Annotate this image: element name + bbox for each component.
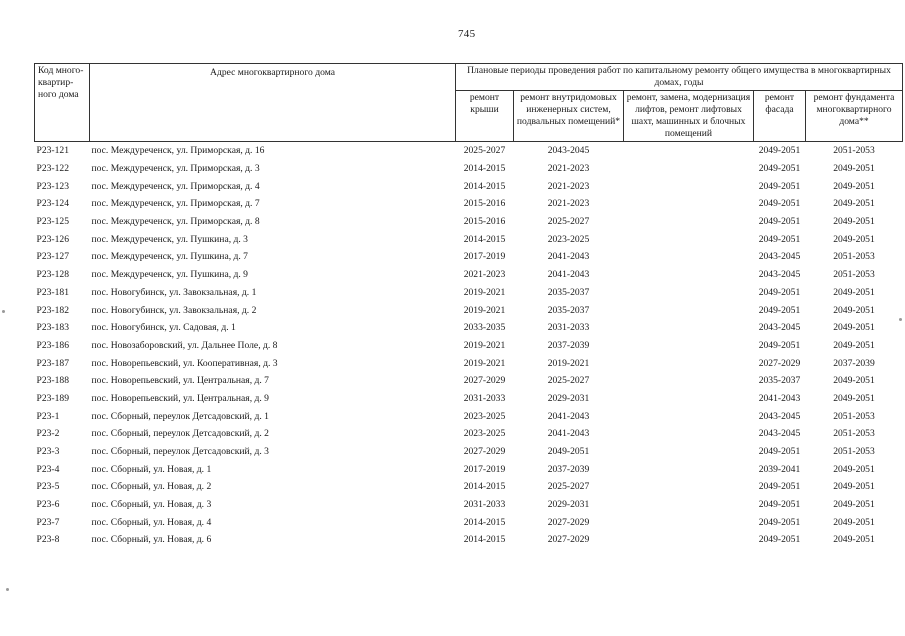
cell-address: пос. Сборный, ул. Новая, д. 1 bbox=[91, 463, 212, 475]
cell-code: Р23-125 bbox=[36, 216, 70, 228]
table-row bbox=[35, 372, 903, 390]
cell-roof: 2017-2019 bbox=[463, 463, 506, 475]
cell-roof: 2014-2015 bbox=[463, 233, 506, 245]
cell-foundation: 2051-2053 bbox=[833, 428, 875, 440]
cell-address: пос. Сборный, ул. Новая, д. 6 bbox=[91, 534, 212, 546]
cell-roof: 2014-2015 bbox=[463, 516, 506, 528]
cell-foundation: 2037-2039 bbox=[833, 357, 875, 369]
table-row bbox=[35, 160, 903, 178]
cell-address: пос. Сборный, переулок Детсадовский, д. 3 bbox=[91, 446, 269, 458]
cell-code: Р23-123 bbox=[36, 180, 70, 192]
cell-facade: 2043-2045 bbox=[758, 251, 801, 263]
cell-engineering: 2031-2033 bbox=[547, 322, 590, 334]
page-number: 745 bbox=[458, 28, 476, 40]
cell-lifts bbox=[624, 266, 754, 284]
cell-roof: 2025-2027 bbox=[463, 145, 506, 157]
cell-address: пос. Сборный, ул. Новая, д. 3 bbox=[91, 499, 212, 511]
cell-engineering: 2021-2023 bbox=[547, 163, 590, 175]
table-row bbox=[35, 337, 903, 355]
repair-schedule-table bbox=[34, 63, 903, 549]
cell-address: пос. Междуреченск, ул. Приморская, д. 16 bbox=[91, 145, 265, 157]
cell-facade: 2049-2051 bbox=[758, 233, 801, 245]
cell-facade: 2043-2045 bbox=[758, 410, 801, 422]
cell-address: пос. Новогубинск, ул. Завокзальная, д. 1 bbox=[91, 286, 257, 298]
cell-code: Р23-121 bbox=[36, 145, 70, 157]
cell-lifts bbox=[624, 390, 754, 408]
cell-code: Р23-7 bbox=[36, 516, 60, 528]
header-address: Адрес многоквартирного дома bbox=[90, 64, 456, 142]
cell-address: пос. Междуреченск, ул. Приморская, д. 7 bbox=[91, 198, 260, 210]
table-row bbox=[35, 354, 903, 372]
cell-engineering: 2041-2043 bbox=[547, 410, 590, 422]
cell-facade: 2049-2051 bbox=[758, 534, 801, 546]
cell-facade: 2049-2051 bbox=[758, 163, 801, 175]
cell-address: пос. Междуреченск, ул. Приморская, д. 8 bbox=[91, 216, 260, 228]
cell-foundation: 2049-2051 bbox=[833, 516, 875, 528]
cell-lifts bbox=[624, 372, 754, 390]
cell-engineering: 2027-2029 bbox=[547, 516, 590, 528]
header-code: Код много-квартир-ного дома bbox=[35, 64, 90, 142]
cell-roof: 2023-2025 bbox=[463, 410, 506, 422]
table-row bbox=[35, 248, 903, 266]
cell-address: пос. Новозаборовский, ул. Дальнее Поле, д. 8 bbox=[91, 339, 278, 351]
cell-code: Р23-8 bbox=[36, 534, 60, 546]
cell-lifts bbox=[624, 496, 754, 514]
cell-code: Р23-6 bbox=[36, 499, 60, 511]
cell-address: пос. Сборный, переулок Детсадовский, д. 1 bbox=[91, 410, 269, 422]
cell-lifts bbox=[624, 319, 754, 337]
cell-roof: 2019-2021 bbox=[463, 304, 506, 316]
table-row bbox=[35, 284, 903, 302]
cell-roof: 2019-2021 bbox=[463, 286, 506, 298]
cell-engineering: 2025-2027 bbox=[547, 375, 590, 387]
cell-roof: 2015-2016 bbox=[463, 198, 506, 210]
cell-code: Р23-126 bbox=[36, 233, 70, 245]
cell-roof: 2017-2019 bbox=[463, 251, 506, 263]
cell-roof: 2014-2015 bbox=[463, 534, 506, 546]
cell-facade: 2049-2051 bbox=[758, 145, 801, 157]
table-row bbox=[35, 478, 903, 496]
cell-lifts bbox=[624, 478, 754, 496]
cell-engineering: 2025-2027 bbox=[547, 216, 590, 228]
cell-engineering: 2029-2031 bbox=[547, 499, 590, 511]
header-periods: Плановые периоды проведения работ по капитальному ремонту общего имущества в многоквартирных домах, годы bbox=[456, 64, 903, 91]
header-roof: ремонт крыши bbox=[456, 91, 514, 142]
cell-lifts bbox=[624, 248, 754, 266]
cell-code: Р23-1 bbox=[36, 410, 60, 422]
header-foundation: ремонт фундамента многоквартирного дома** bbox=[806, 91, 903, 142]
table-row bbox=[35, 230, 903, 248]
cell-facade: 2049-2051 bbox=[758, 499, 801, 511]
cell-facade: 2049-2051 bbox=[758, 339, 801, 351]
cell-facade: 2043-2045 bbox=[758, 322, 801, 334]
cell-engineering: 2025-2027 bbox=[547, 481, 590, 493]
table-row bbox=[35, 213, 903, 231]
cell-engineering: 2049-2051 bbox=[547, 446, 590, 458]
cell-roof: 2019-2021 bbox=[463, 339, 506, 351]
table-row bbox=[35, 390, 903, 408]
cell-code: Р23-181 bbox=[36, 286, 70, 298]
cell-facade: 2027-2029 bbox=[758, 357, 801, 369]
cell-roof: 2014-2015 bbox=[463, 180, 506, 192]
cell-foundation: 2049-2051 bbox=[833, 375, 875, 387]
cell-foundation: 2049-2051 bbox=[833, 216, 875, 228]
cell-roof: 2014-2015 bbox=[463, 481, 506, 493]
table-row bbox=[35, 301, 903, 319]
cell-address: пос. Сборный, ул. Новая, д. 2 bbox=[91, 481, 212, 493]
cell-code: Р23-5 bbox=[36, 481, 60, 493]
cell-engineering: 2035-2037 bbox=[547, 304, 590, 316]
cell-foundation: 2049-2051 bbox=[833, 198, 875, 210]
cell-foundation: 2051-2053 bbox=[833, 446, 875, 458]
cell-lifts bbox=[624, 195, 754, 213]
cell-lifts bbox=[624, 160, 754, 178]
cell-code: Р23-122 bbox=[36, 163, 70, 175]
cell-code: Р23-186 bbox=[36, 339, 70, 351]
cell-lifts bbox=[624, 142, 754, 160]
cell-lifts bbox=[624, 407, 754, 425]
cell-facade: 2049-2051 bbox=[758, 198, 801, 210]
cell-foundation: 2049-2051 bbox=[833, 233, 875, 245]
cell-engineering: 2023-2025 bbox=[547, 233, 590, 245]
cell-foundation: 2049-2051 bbox=[833, 163, 875, 175]
cell-foundation: 2051-2053 bbox=[833, 251, 875, 263]
cell-foundation: 2049-2051 bbox=[833, 534, 875, 546]
cell-lifts bbox=[624, 443, 754, 461]
cell-facade: 2049-2051 bbox=[758, 216, 801, 228]
cell-address: пос. Новорепьевский, ул. Кооперативная, д. 3 bbox=[91, 357, 278, 369]
table-row bbox=[35, 407, 903, 425]
cell-engineering: 2037-2039 bbox=[547, 463, 590, 475]
table-row bbox=[35, 443, 903, 461]
cell-lifts bbox=[624, 213, 754, 231]
cell-foundation: 2051-2053 bbox=[833, 410, 875, 422]
table-body bbox=[35, 142, 903, 549]
cell-roof: 2033-2035 bbox=[463, 322, 506, 334]
cell-code: Р23-4 bbox=[36, 463, 60, 475]
cell-facade: 2043-2045 bbox=[758, 269, 801, 281]
cell-address: пос. Междуреченск, ул. Пушкина, д. 7 bbox=[91, 251, 248, 263]
scan-mark bbox=[6, 588, 9, 591]
cell-lifts bbox=[624, 337, 754, 355]
cell-roof: 2023-2025 bbox=[463, 428, 506, 440]
cell-lifts bbox=[624, 531, 754, 549]
cell-foundation: 2049-2051 bbox=[833, 392, 875, 404]
cell-engineering: 2027-2029 bbox=[547, 534, 590, 546]
cell-lifts bbox=[624, 230, 754, 248]
cell-facade: 2035-2037 bbox=[758, 375, 801, 387]
cell-facade: 2039-2041 bbox=[758, 463, 801, 475]
cell-foundation: 2049-2051 bbox=[833, 180, 875, 192]
scan-mark bbox=[2, 310, 5, 313]
cell-foundation: 2049-2051 bbox=[833, 481, 875, 493]
table-row bbox=[35, 425, 903, 443]
cell-code: Р23-128 bbox=[36, 269, 70, 281]
cell-lifts bbox=[624, 425, 754, 443]
cell-code: Р23-182 bbox=[36, 304, 70, 316]
cell-engineering: 2043-2045 bbox=[547, 145, 590, 157]
header-facade: ремонт фасада bbox=[754, 91, 806, 142]
cell-address: пос. Сборный, ул. Новая, д. 4 bbox=[91, 516, 212, 528]
cell-address: пос. Новорепьевский, ул. Центральная, д. 7 bbox=[91, 375, 269, 387]
cell-facade: 2049-2051 bbox=[758, 304, 801, 316]
cell-roof: 2027-2029 bbox=[463, 446, 506, 458]
header-lifts: ремонт, замена, модернизация лифтов, ремонт лифтовых шахт, машинных и блочных помещений bbox=[624, 91, 754, 142]
table-row bbox=[35, 195, 903, 213]
cell-roof: 2031-2033 bbox=[463, 499, 506, 511]
cell-address: пос. Новогубинск, ул. Завокзальная, д. 2 bbox=[91, 304, 257, 316]
cell-foundation: 2049-2051 bbox=[833, 304, 875, 316]
cell-foundation: 2051-2053 bbox=[833, 269, 875, 281]
cell-roof: 2031-2033 bbox=[463, 392, 506, 404]
header-engineering: ремонт внутридомовых инженерных систем, подвальных помещений* bbox=[514, 91, 624, 142]
cell-code: Р23-3 bbox=[36, 446, 60, 458]
cell-foundation: 2051-2053 bbox=[833, 145, 875, 157]
cell-facade: 2041-2043 bbox=[758, 392, 801, 404]
cell-address: пос. Междуреченск, ул. Приморская, д. 4 bbox=[91, 180, 260, 192]
cell-lifts bbox=[624, 354, 754, 372]
cell-engineering: 2035-2037 bbox=[547, 286, 590, 298]
cell-lifts bbox=[624, 177, 754, 195]
cell-roof: 2021-2023 bbox=[463, 269, 506, 281]
cell-foundation: 2049-2051 bbox=[833, 463, 875, 475]
cell-facade: 2049-2051 bbox=[758, 446, 801, 458]
cell-foundation: 2049-2051 bbox=[833, 499, 875, 511]
cell-foundation: 2049-2051 bbox=[833, 286, 875, 298]
cell-facade: 2049-2051 bbox=[758, 286, 801, 298]
cell-roof: 2015-2016 bbox=[463, 216, 506, 228]
cell-lifts bbox=[624, 460, 754, 478]
cell-lifts bbox=[624, 301, 754, 319]
cell-facade: 2049-2051 bbox=[758, 481, 801, 493]
cell-code: Р23-127 bbox=[36, 251, 70, 263]
table-row bbox=[35, 513, 903, 531]
cell-address: пос. Новогубинск, ул. Садовая, д. 1 bbox=[91, 322, 236, 334]
cell-roof: 2019-2021 bbox=[463, 357, 506, 369]
cell-engineering: 2021-2023 bbox=[547, 180, 590, 192]
cell-engineering: 2019-2021 bbox=[547, 357, 590, 369]
table-row bbox=[35, 177, 903, 195]
cell-address: пос. Междуреченск, ул. Пушкина, д. 3 bbox=[91, 233, 248, 245]
cell-code: Р23-187 bbox=[36, 357, 70, 369]
cell-facade: 2049-2051 bbox=[758, 180, 801, 192]
table-row bbox=[35, 142, 903, 160]
cell-lifts bbox=[624, 513, 754, 531]
cell-code: Р23-183 bbox=[36, 322, 70, 334]
cell-engineering: 2041-2043 bbox=[547, 428, 590, 440]
cell-engineering: 2041-2043 bbox=[547, 269, 590, 281]
cell-foundation: 2049-2051 bbox=[833, 322, 875, 334]
cell-code: Р23-188 bbox=[36, 375, 70, 387]
cell-code: Р23-2 bbox=[36, 428, 60, 440]
cell-code: Р23-124 bbox=[36, 198, 70, 210]
cell-engineering: 2037-2039 bbox=[547, 339, 590, 351]
table-row bbox=[35, 496, 903, 514]
cell-address: пос. Междуреченск, ул. Пушкина, д. 9 bbox=[91, 269, 248, 281]
cell-engineering: 2029-2031 bbox=[547, 392, 590, 404]
cell-address: пос. Сборный, переулок Детсадовский, д. 2 bbox=[91, 428, 269, 440]
table-row bbox=[35, 460, 903, 478]
table-row bbox=[35, 531, 903, 549]
cell-address: пос. Междуреченск, ул. Приморская, д. 3 bbox=[91, 163, 260, 175]
cell-roof: 2014-2015 bbox=[463, 163, 506, 175]
cell-facade: 2049-2051 bbox=[758, 516, 801, 528]
table-row bbox=[35, 266, 903, 284]
cell-address: пос. Новорепьевский, ул. Центральная, д. 9 bbox=[91, 392, 269, 404]
cell-engineering: 2041-2043 bbox=[547, 251, 590, 263]
cell-code: Р23-189 bbox=[36, 392, 70, 404]
cell-facade: 2043-2045 bbox=[758, 428, 801, 440]
cell-lifts bbox=[624, 284, 754, 302]
cell-foundation: 2049-2051 bbox=[833, 339, 875, 351]
table-row bbox=[35, 319, 903, 337]
cell-roof: 2027-2029 bbox=[463, 375, 506, 387]
cell-engineering: 2021-2023 bbox=[547, 198, 590, 210]
